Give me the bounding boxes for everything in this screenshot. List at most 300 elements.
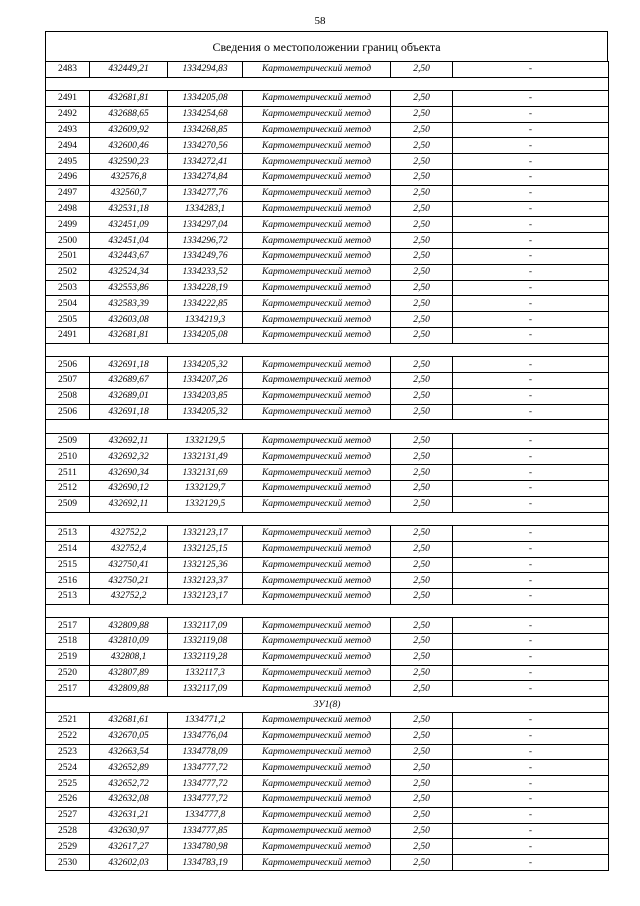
table-row [46,839,609,855]
method-cell: Картометрический метод [243,122,391,138]
method-cell: Картометрический метод [243,465,391,481]
y-coordinate-cell: 1334783,19 [168,855,243,871]
description-cell: - [453,62,609,78]
accuracy-cell: 2,50 [391,744,453,760]
section-header-row [46,697,609,713]
accuracy-cell: 2,50 [391,681,453,697]
separator-cell [46,343,609,356]
method-cell: Картометрический метод [243,388,391,404]
accuracy-cell: 2,50 [391,357,453,373]
method-cell: Картометрический метод [243,328,391,344]
description-cell: - [453,712,609,728]
method-cell: Картометрический метод [243,185,391,201]
description-cell: - [453,296,609,312]
section-label: ЗУ1(8) [46,697,609,713]
x-coordinate-cell: 432663,54 [90,744,168,760]
method-cell: Картометрический метод [243,201,391,217]
point-number-cell: 2521 [46,712,90,728]
table-row [46,106,609,122]
description-cell: - [453,760,609,776]
description-cell: - [453,855,609,871]
y-coordinate-cell: 1332123,37 [168,573,243,589]
y-coordinate-cell: 1334777,85 [168,823,243,839]
point-number-cell: 2526 [46,791,90,807]
method-cell: Картометрический метод [243,776,391,792]
x-coordinate-cell: 432691,18 [90,404,168,420]
table-row [46,633,609,649]
description-cell: - [453,791,609,807]
y-coordinate-cell: 1334777,72 [168,776,243,792]
accuracy-cell: 2,50 [391,312,453,328]
point-number-cell: 2513 [46,525,90,541]
x-coordinate-cell: 432451,04 [90,233,168,249]
x-coordinate-cell: 432809,88 [90,618,168,634]
point-number-cell: 2509 [46,496,90,512]
method-cell: Картометрический метод [243,712,391,728]
x-coordinate-cell: 432752,2 [90,525,168,541]
table-row [46,541,609,557]
table-row [46,91,609,107]
accuracy-cell: 2,50 [391,712,453,728]
separator-row [46,77,609,90]
method-cell: Картометрический метод [243,728,391,744]
y-coordinate-cell: 1332131,69 [168,465,243,481]
method-cell: Картометрический метод [243,217,391,233]
page-number: 58 [314,15,326,27]
description-cell: - [453,264,609,280]
accuracy-cell: 2,50 [391,525,453,541]
accuracy-cell: 2,50 [391,264,453,280]
method-cell: Картометрический метод [243,649,391,665]
accuracy-cell: 2,50 [391,433,453,449]
x-coordinate-cell: 432681,81 [90,91,168,107]
y-coordinate-cell: 1332117,09 [168,681,243,697]
point-number-cell: 2517 [46,681,90,697]
x-coordinate-cell: 432670,05 [90,728,168,744]
description-cell: - [453,249,609,265]
description-cell: - [453,217,609,233]
table-row [46,760,609,776]
point-number-cell: 2483 [46,62,90,78]
table-row [46,233,609,249]
x-coordinate-cell: 432752,2 [90,589,168,605]
y-coordinate-cell: 1332125,36 [168,557,243,573]
method-cell: Картометрический метод [243,106,391,122]
y-coordinate-cell: 1332125,15 [168,541,243,557]
x-coordinate-cell: 432451,09 [90,217,168,233]
y-coordinate-cell: 1334777,8 [168,807,243,823]
method-cell: Картометрический метод [243,557,391,573]
table-row [46,264,609,280]
x-coordinate-cell: 432752,4 [90,541,168,557]
table-row [46,665,609,681]
table-row [46,807,609,823]
method-cell: Картометрический метод [243,372,391,388]
x-coordinate-cell: 432652,89 [90,760,168,776]
method-cell: Картометрический метод [243,62,391,78]
separator-cell [46,512,609,525]
accuracy-cell: 2,50 [391,465,453,481]
table-row [46,496,609,512]
separator-row [46,343,609,356]
point-number-cell: 2529 [46,839,90,855]
y-coordinate-cell: 1334228,19 [168,280,243,296]
table-row [46,122,609,138]
point-number-cell: 2530 [46,855,90,871]
x-coordinate-cell: 432681,81 [90,328,168,344]
y-coordinate-cell: 1334776,04 [168,728,243,744]
table-row [46,296,609,312]
y-coordinate-cell: 1334270,56 [168,138,243,154]
description-cell: - [453,233,609,249]
table-caption: Сведения о местоположении границ объекта [45,31,608,61]
method-cell: Картометрический метод [243,541,391,557]
method-cell: Картометрический метод [243,433,391,449]
accuracy-cell: 2,50 [391,280,453,296]
description-cell: - [453,122,609,138]
table-row [46,449,609,465]
y-coordinate-cell: 1334233,52 [168,264,243,280]
point-number-cell: 2516 [46,573,90,589]
x-coordinate-cell: 432449,21 [90,62,168,78]
y-coordinate-cell: 1334777,72 [168,760,243,776]
accuracy-cell: 2,50 [391,839,453,855]
table-row [46,744,609,760]
method-cell: Картометрический метод [243,496,391,512]
separator-row [46,512,609,525]
method-cell: Картометрический метод [243,264,391,280]
description-cell: - [453,357,609,373]
table-row [46,712,609,728]
description-cell: - [453,728,609,744]
x-coordinate-cell: 432688,65 [90,106,168,122]
y-coordinate-cell: 1332123,17 [168,589,243,605]
accuracy-cell: 2,50 [391,776,453,792]
x-coordinate-cell: 432692,11 [90,496,168,512]
point-number-cell: 2515 [46,557,90,573]
boundary-table-frame [45,31,608,871]
description-cell: - [453,91,609,107]
table-row [46,312,609,328]
coordinates-table [45,61,609,871]
point-number-cell: 2512 [46,481,90,497]
table-row [46,249,609,265]
y-coordinate-cell: 1334205,08 [168,91,243,107]
table-row [46,404,609,420]
method-cell: Картометрический метод [243,91,391,107]
y-coordinate-cell: 1334296,72 [168,233,243,249]
y-coordinate-cell: 1334294,83 [168,62,243,78]
table-row [46,589,609,605]
x-coordinate-cell: 432750,41 [90,557,168,573]
description-cell: - [453,433,609,449]
y-coordinate-cell: 1334205,32 [168,357,243,373]
x-coordinate-cell: 432609,92 [90,122,168,138]
description-cell: - [453,744,609,760]
y-coordinate-cell: 1334222,85 [168,296,243,312]
description-cell: - [453,372,609,388]
separator-cell [46,604,609,617]
point-number-cell: 2510 [46,449,90,465]
separator-row [46,604,609,617]
accuracy-cell: 2,50 [391,541,453,557]
y-coordinate-cell: 1334780,98 [168,839,243,855]
table-row [46,681,609,697]
description-cell: - [453,404,609,420]
description-cell: - [453,665,609,681]
x-coordinate-cell: 432603,08 [90,312,168,328]
separator-cell [46,77,609,90]
description-cell: - [453,280,609,296]
x-coordinate-cell: 432690,12 [90,481,168,497]
x-coordinate-cell: 432602,03 [90,855,168,871]
accuracy-cell: 2,50 [391,557,453,573]
accuracy-cell: 2,50 [391,170,453,186]
x-coordinate-cell: 432630,97 [90,823,168,839]
description-cell: - [453,138,609,154]
x-coordinate-cell: 432691,18 [90,357,168,373]
accuracy-cell: 2,50 [391,372,453,388]
description-cell: - [453,496,609,512]
table-row [46,433,609,449]
table-row [46,388,609,404]
accuracy-cell: 2,50 [391,496,453,512]
y-coordinate-cell: 1334777,72 [168,791,243,807]
y-coordinate-cell: 1334249,76 [168,249,243,265]
accuracy-cell: 2,50 [391,855,453,871]
method-cell: Картометрический метод [243,633,391,649]
description-cell: - [453,154,609,170]
x-coordinate-cell: 432689,01 [90,388,168,404]
point-number-cell: 2491 [46,328,90,344]
table-row [46,201,609,217]
method-cell: Картометрический метод [243,280,391,296]
method-cell: Картометрический метод [243,404,391,420]
accuracy-cell: 2,50 [391,791,453,807]
y-coordinate-cell: 1332123,17 [168,525,243,541]
point-number-cell: 2502 [46,264,90,280]
y-coordinate-cell: 1334274,84 [168,170,243,186]
description-cell: - [453,312,609,328]
description-cell: - [453,328,609,344]
description-cell: - [453,557,609,573]
accuracy-cell: 2,50 [391,449,453,465]
description-cell: - [453,823,609,839]
description-cell: - [453,106,609,122]
point-number-cell: 2520 [46,665,90,681]
point-number-cell: 2525 [46,776,90,792]
accuracy-cell: 2,50 [391,217,453,233]
table-row [46,185,609,201]
accuracy-cell: 2,50 [391,296,453,312]
description-cell: - [453,633,609,649]
x-coordinate-cell: 432809,88 [90,681,168,697]
y-coordinate-cell: 1332129,5 [168,496,243,512]
table-row [46,728,609,744]
method-cell: Картометрический метод [243,573,391,589]
y-coordinate-cell: 1334207,26 [168,372,243,388]
method-cell: Картометрический метод [243,855,391,871]
accuracy-cell: 2,50 [391,573,453,589]
point-number-cell: 2522 [46,728,90,744]
point-number-cell: 2523 [46,744,90,760]
table-row [46,649,609,665]
table-row [46,357,609,373]
point-number-cell: 2495 [46,154,90,170]
y-coordinate-cell: 1334219,3 [168,312,243,328]
x-coordinate-cell: 432689,67 [90,372,168,388]
y-coordinate-cell: 1332129,7 [168,481,243,497]
table-row [46,618,609,634]
table-row [46,217,609,233]
accuracy-cell: 2,50 [391,62,453,78]
y-coordinate-cell: 1334778,09 [168,744,243,760]
x-coordinate-cell: 432692,32 [90,449,168,465]
description-cell: - [453,681,609,697]
description-cell: - [453,201,609,217]
y-coordinate-cell: 1334268,85 [168,122,243,138]
y-coordinate-cell: 1334283,1 [168,201,243,217]
table-row [46,62,609,78]
accuracy-cell: 2,50 [391,328,453,344]
x-coordinate-cell: 432681,61 [90,712,168,728]
accuracy-cell: 2,50 [391,388,453,404]
method-cell: Картометрический метод [243,681,391,697]
x-coordinate-cell: 432631,21 [90,807,168,823]
table-row [46,823,609,839]
accuracy-cell: 2,50 [391,649,453,665]
x-coordinate-cell: 432576,8 [90,170,168,186]
description-cell: - [453,649,609,665]
description-cell: - [453,170,609,186]
table-row [46,481,609,497]
x-coordinate-cell: 432690,34 [90,465,168,481]
x-coordinate-cell: 432632,08 [90,791,168,807]
point-number-cell: 2498 [46,201,90,217]
description-cell: - [453,388,609,404]
accuracy-cell: 2,50 [391,154,453,170]
point-number-cell: 2506 [46,357,90,373]
y-coordinate-cell: 1334277,76 [168,185,243,201]
description-cell: - [453,573,609,589]
accuracy-cell: 2,50 [391,249,453,265]
table-row [46,280,609,296]
table-row [46,154,609,170]
method-cell: Картометрический метод [243,249,391,265]
accuracy-cell: 2,50 [391,728,453,744]
method-cell: Картометрический метод [243,357,391,373]
point-number-cell: 2527 [46,807,90,823]
point-number-cell: 2500 [46,233,90,249]
method-cell: Картометрический метод [243,618,391,634]
y-coordinate-cell: 1334297,04 [168,217,243,233]
accuracy-cell: 2,50 [391,807,453,823]
method-cell: Картометрический метод [243,233,391,249]
description-cell: - [453,776,609,792]
point-number-cell: 2519 [46,649,90,665]
description-cell: - [453,481,609,497]
x-coordinate-cell: 432600,46 [90,138,168,154]
y-coordinate-cell: 1332117,3 [168,665,243,681]
table-row [46,776,609,792]
point-number-cell: 2508 [46,388,90,404]
point-number-cell: 2504 [46,296,90,312]
x-coordinate-cell: 432583,39 [90,296,168,312]
point-number-cell: 2503 [46,280,90,296]
description-cell: - [453,449,609,465]
method-cell: Картометрический метод [243,744,391,760]
point-number-cell: 2513 [46,589,90,605]
description-cell: - [453,541,609,557]
method-cell: Картометрический метод [243,791,391,807]
point-number-cell: 2494 [46,138,90,154]
x-coordinate-cell: 432750,21 [90,573,168,589]
point-number-cell: 2491 [46,91,90,107]
table-row [46,557,609,573]
point-number-cell: 2506 [46,404,90,420]
x-coordinate-cell: 432807,89 [90,665,168,681]
y-coordinate-cell: 1334203,85 [168,388,243,404]
separator-cell [46,420,609,433]
point-number-cell: 2505 [46,312,90,328]
point-number-cell: 2509 [46,433,90,449]
method-cell: Картометрический метод [243,665,391,681]
point-number-cell: 2501 [46,249,90,265]
point-number-cell: 2492 [46,106,90,122]
accuracy-cell: 2,50 [391,589,453,605]
x-coordinate-cell: 432524,34 [90,264,168,280]
description-cell: - [453,465,609,481]
y-coordinate-cell: 1332119,28 [168,649,243,665]
description-cell: - [453,525,609,541]
accuracy-cell: 2,50 [391,481,453,497]
description-cell: - [453,839,609,855]
method-cell: Картометрический метод [243,760,391,776]
table-row [46,855,609,871]
description-cell: - [453,807,609,823]
point-number-cell: 2507 [46,372,90,388]
accuracy-cell: 2,50 [391,404,453,420]
accuracy-cell: 2,50 [391,618,453,634]
x-coordinate-cell: 432652,72 [90,776,168,792]
table-row [46,465,609,481]
method-cell: Картометрический метод [243,823,391,839]
y-coordinate-cell: 1334771,2 [168,712,243,728]
method-cell: Картометрический метод [243,589,391,605]
table-row [46,573,609,589]
point-number-cell: 2493 [46,122,90,138]
method-cell: Картометрический метод [243,138,391,154]
y-coordinate-cell: 1332131,49 [168,449,243,465]
method-cell: Картометрический метод [243,449,391,465]
point-number-cell: 2517 [46,618,90,634]
method-cell: Картометрический метод [243,312,391,328]
point-number-cell: 2496 [46,170,90,186]
accuracy-cell: 2,50 [391,106,453,122]
table-row [46,328,609,344]
method-cell: Картометрический метод [243,170,391,186]
point-number-cell: 2528 [46,823,90,839]
point-number-cell: 2524 [46,760,90,776]
point-number-cell: 2511 [46,465,90,481]
y-coordinate-cell: 1334205,32 [168,404,243,420]
accuracy-cell: 2,50 [391,138,453,154]
y-coordinate-cell: 1334205,08 [168,328,243,344]
accuracy-cell: 2,50 [391,233,453,249]
y-coordinate-cell: 1332119,08 [168,633,243,649]
x-coordinate-cell: 432692,11 [90,433,168,449]
x-coordinate-cell: 432443,67 [90,249,168,265]
